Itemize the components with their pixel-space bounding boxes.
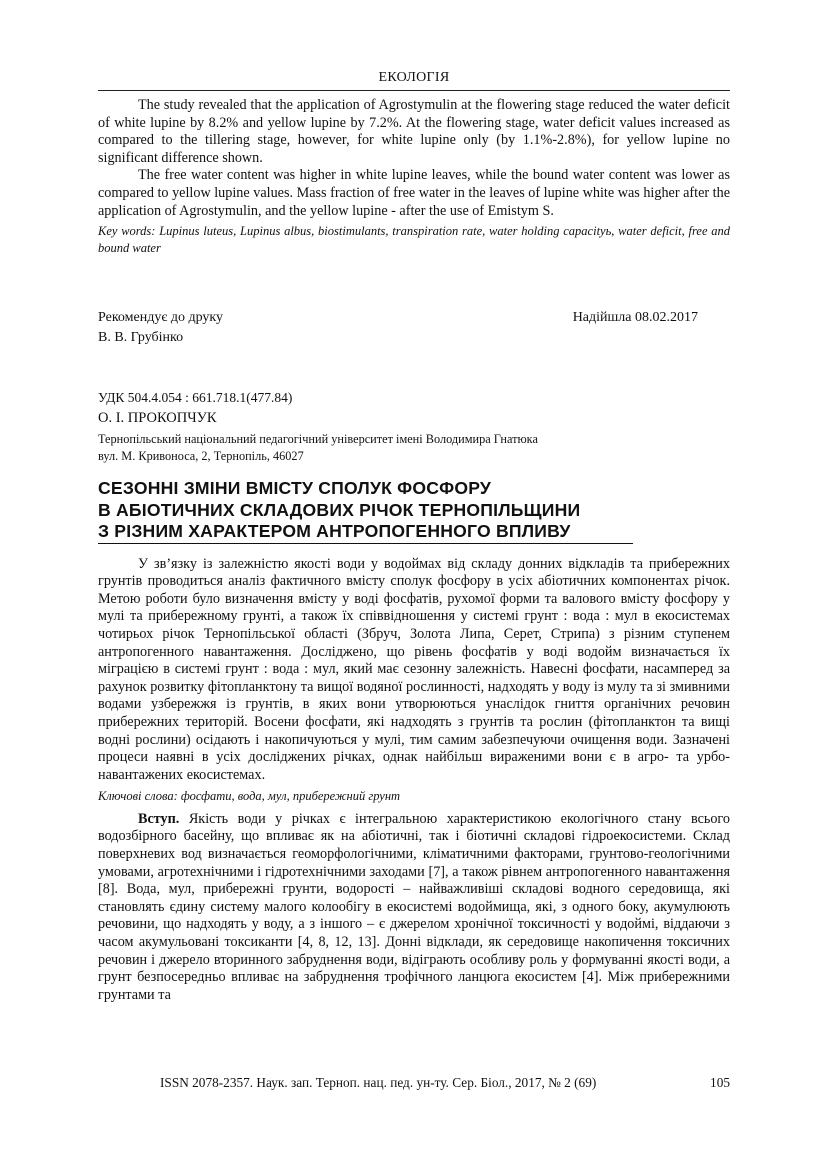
introduction-paragraph [98, 811, 730, 1005]
signature-row [98, 308, 730, 328]
english-keywords: Key words: Lupinus luteus, Lupinus albus, biostimulants, transpiration rate, water holding capacityь, water deficit, free and bound water [98, 224, 730, 255]
affiliation-line-2: вул. М. Кривоноса, 2, Тернопіль, 46027 [98, 448, 304, 463]
english-abstract-paragraph-2: The free water content was higher in white lupine leaves, while the bound water content was lower as compared to yellow lupine values. Mass fraction of free water in the leaves of lupine white was higher after the application of Agrostymulin, and the yellow lupine - after the use of Emistym S. [98, 167, 730, 219]
english-abstract-paragraph-1: The study revealed that the application of Agrostymulin at the flowering stage reduced the water deficit of white lupine by 8.2% and yellow lupine by 7.2%. At the flowering stage, water deficit values increased as compared to the tillering stage, however, for white lupine only (by 1.1%-2.8%), for yellow lupine no significant difference shown. [98, 97, 730, 166]
article-title [98, 478, 730, 544]
title-line-1: СЕЗОННІ ЗМІНИ ВМІСТУ СПОЛУК ФОСФОРУ [98, 478, 492, 499]
introduction-heading: Вступ. [138, 810, 180, 827]
title-line-2: В АБІОТИЧНИХ СКЛАДОВИХ РІЧОК ТЕРНОПІЛЬЩИНИ [98, 499, 581, 520]
page [98, 70, 730, 1004]
introduction-text: Якість води у річках є інтегральною характеристикою екологічного стану всього водозбірного басейну, що впливає як на абіотичні, так і біотичні складові гідроекосистеми. Склад поверхневих вод визначається геоморфологічними, кліматичними факторами, грунтово-геологічними умовами, агротехнічними і гідротехнічними заходами [7], а також рівнем антропогенного навантаження [8]. Вода, мул, прибережні грунти, водорості – найважливіші складові водного середовища, які становлять єдину систему малого колообігу в екосистемі водоймища, які, з одного боку, акумулюють речовини, що надходять у воду, а з іншого – є джерелом хронічної токсичності у водоймі, віддаючи з часом акумульовані токсиканти [4, 8, 12, 13]. Донні відклади, як середовище накопичення токсичних речовин і джерело вторинного забруднення води, відіграють особливу роль у формуванні якості води, а грунт безпосередньо впливає на забруднення трофічного ланцюга екосистем [4]. Між прибережними грунтами та [98, 810, 730, 1003]
author-name: О. І. ПРОКОПЧУК [98, 410, 217, 427]
page-number: 105 [710, 1075, 730, 1090]
udc-code: УДК 504.4.054 : 661.718.1(477.84) [98, 390, 293, 406]
title-line-3-text: З РІЗНИМ ХАРАКТЕРОМ АНТРОПОГЕННОГО ВПЛИВУ [98, 521, 571, 544]
title-underline-rule [571, 542, 633, 544]
received-date: Надійшла 08.02.2017 [572, 310, 698, 326]
title-line-3 [98, 521, 730, 544]
journal-citation: ISSN 2078-2357. Наук. зап. Терноп. нац. пед. ун-ту. Сер. Біол., 2017, № 2 (69) [160, 1075, 597, 1090]
running-header: ЕКОЛОГІЯ [98, 70, 730, 91]
page-footer [160, 1075, 730, 1091]
ukrainian-abstract: У зв’язку із залежністю якості води у водоймах від складу донних відкладів та прибережних грунтів проводиться аналіз фактичного вмісту сполук фосфору в усіх абіотичних компонентах річок. Метою роботи було визначення вмісту у воді фосфатів, рухомої форми та валового вмісту фосфору у мулі та прибережному грунті, а також їх співвідношення у системі грунт : вода : мул в екосистемах чотирьох річок Тернопільської області (Збруч, Золота Липа, Серет, Стрипа) з різним ступенем антропогенного навантаження. Досліджено, що рівень фосфатів у воді водойм визначається їх міграцією в системі грунт : вода : мул, який має сезонну залежність. Навесні фосфати, насамперед за рахунок розвитку фітопланктону та вищої водяної рослинності, надходять у воду із мулу та зі змивними водами узбережжя із грунтів, в яких вони утворюються унаслідок гниття органічних речовин прибережних територій. Восени фосфати, які надходять з грунтів та рослин (фітопланктон та вищі водні рослини) осідають і накопичуються у мулі, тим самим забезпечуючи очищення води. Зазначені процеси наявні в усіх досліджених річках, однак найбільш вираженими вони є в агро- та урбо- навантажених екосистемах. [98, 555, 730, 783]
reviewer-name: В. В. Грубінко [98, 330, 184, 346]
ukrainian-keywords: Ключові слова: фосфати, вода, мул, прибережний грунт [98, 789, 401, 804]
affiliation-line-1: Тернопільський національний педагогічний університет імені Володимира Гнатюка [98, 432, 538, 447]
recommended-label: Рекомендує до друку [98, 310, 224, 326]
reviewer-row [98, 328, 730, 348]
